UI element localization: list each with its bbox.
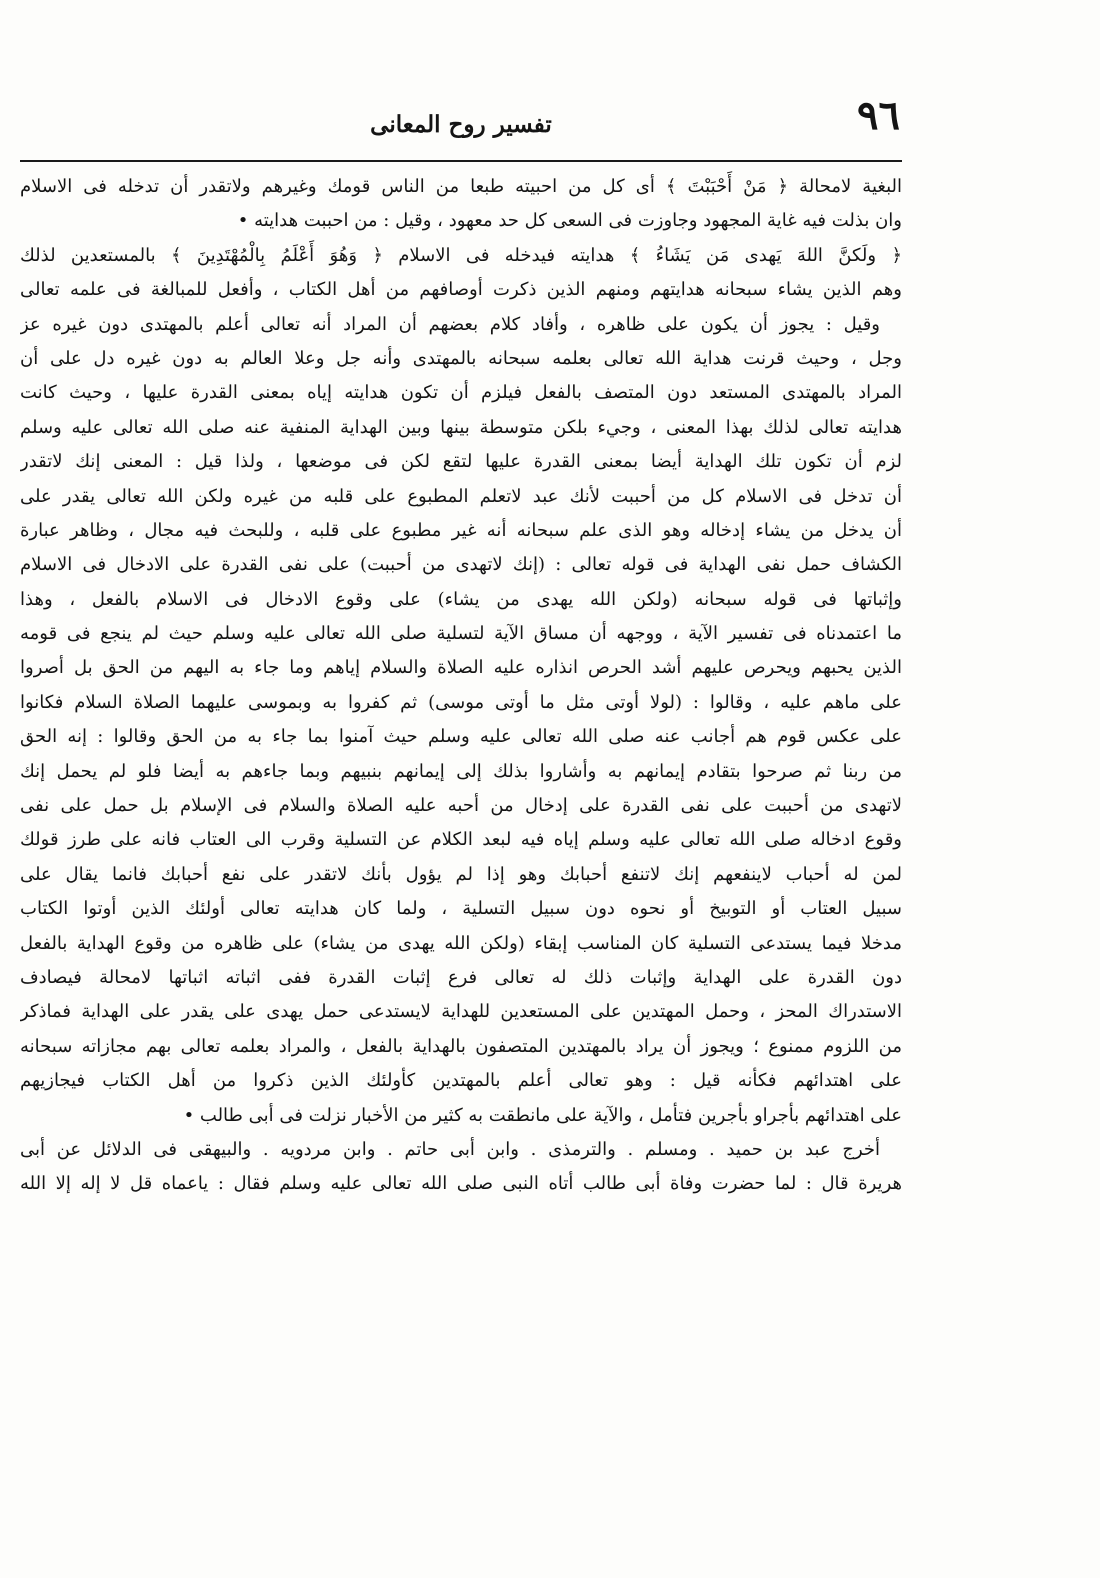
text-line: وان بذلت فيه غاية المجهود وجاوزت فى السعى كل حد معهود ، وقيل : من احببت هدايته • — [237, 210, 902, 232]
page-header — [22, 88, 900, 148]
text-line: وقيل : يجوز أن يكون على ظاهره ، وأفاد كلام بعضهم أن المراد أنه تعالى أعلم بالمهتدى دون غيره عز — [20, 313, 880, 335]
text-line: مدخلا فيما يستدعى التسلية كان المناسب إبقاء (ولكن الله يهدى من يشاء) على ظاهره من وقوع الهداية بالفعل — [20, 932, 902, 954]
text-line: المراد بالمهتدى المستعد دون المتصف بالفعل فيلزم أن تكون هدايته إياه بمعنى القدرة عليها ، وحيث كانت — [20, 382, 902, 404]
header-divider — [20, 160, 902, 162]
text-line: من اللزوم ممنوع ؛ ويجوز أن يراد بالمهتدين المتصفون بالهداية بالفعل ، والمراد بعلمه تعالى بهم مجازاته سبحانه — [20, 1035, 902, 1057]
text-line: وإثباتها فى قوله سبحانه (ولكن الله يهدى من يشاء) على وقوع الادخال فى الاسلام بالفعل ، وهذا — [20, 588, 902, 610]
page-number: ٩٦ — [857, 92, 900, 139]
text-line: ما اعتمدناه فى تفسير الآية ، ووجهه أن مساق الآية لتسلية صلى الله تعالى عليه وسلم حيث لم ينجع فى قومه — [20, 623, 902, 645]
text-line: هدايته تعالى لذلك بهذا المعنى ، وجيء بلكن متوسطة بينها وبين الهداية المنفية عنه صلى الله تعالى عليه وسلم — [20, 416, 902, 438]
text-line: لاتهدى من أحببت على نفى القدرة على إدخال من أحبه عليه الصلاة والسلام فى الإسلام بل حمل على نفى — [20, 795, 902, 817]
text-line: أن يدخل من يشاء إدخاله وهو الذى علم سبحانه أنه غير مطبوع على قلبه ، وللبحث فيه مجال ، وظاهر عبارة — [20, 519, 902, 541]
text-line: أخرج عبد بن حميد . ومسلم . والترمذى . وابن أبى حاتم . وابن مردويه . والبيهقى فى الدلائل عن أبى — [20, 1138, 880, 1160]
text-line: دون القدرة على الهداية وإثبات ذلك له تعالى فرع إثبات القدرة ففى اثباته اثباتها لامحالة فيصادف — [20, 966, 902, 988]
text-line: سبيل العتاب أو التوبيخ أو نحوه دون سبيل التسلية ، ولما كان هدايته تعالى أولئك الذين أوتوا الكتاب — [20, 898, 902, 920]
text-line: من ربنا ثم صرحوا بتقادم إيمانهم به وأشاروا بذلك إلى إيمانهم بنبيهم وبما جاءهم به أيضا فلو لم يحمل إنك — [20, 760, 902, 782]
text-line: وقوع ادخاله صلى الله تعالى عليه وسلم إياه فيه لبعد الكلام عن التسلية وقرب الى العتاب فانه على طرز قولك — [20, 829, 902, 851]
text-line: على اهتدائهم فكأنه قيل : وهو تعالى أعلم بالمهتدين كأولئك الذين ذكروا من أهل الكتاب فيجازيهم — [20, 1070, 902, 1092]
text-line: ﴿ ولَكنَّ اللهَ يَهدى مَن يَشَاءُ ﴾ هدايته فيدخله فى الاسلام ﴿ وَهُوَ أَعْلَمُ بِالْمُهْتَدِينَ ﴾ بالمستعدين لذلك — [20, 244, 902, 266]
text-line: على عكس قوم هم أجانب عنه صلى الله تعالى عليه وسلم حيث آمنوا بما جاء به من الحق وقالوا : إنه الحق — [20, 726, 902, 748]
text-line: الكشاف حمل نفى الهداية فى قوله تعالى : (إنك لاتهدى من أحببت) على نفى القدرة على الادخال فى الاسلام — [20, 554, 902, 576]
text-line: على اهتدائهم بأجراو بأجرين فتأمل ، والآية على مانطقت به كثير من الأخبار نزلت فى أبى طالب • — [183, 1104, 902, 1126]
text-line: أن تدخل فى الاسلام كل من أحببت لأنك عبد لاتعلم المطبوع على قلبه من غيره ولكن الله تعالى يقدر على — [20, 485, 902, 507]
text-line: وجل ، وحيث قرنت هداية الله تعالى بعلمه سبحانه بالمهتدى وأنه جل وعلا العالم به دون غيره دل على أن — [20, 347, 902, 369]
text-line: الاستدراك المحز ، وحمل المهتدين على المستعدين للهداية لايستدعى حمل يهدى على يقدر على الهداية فماذكر — [20, 1001, 902, 1023]
text-line: وهم الذين يشاء سبحانه هدايتهم ومنهم الذين ذكرت أوصافهم من أهل الكتاب ، وأفعل للمبالغة فى علمه تعالى — [20, 279, 902, 301]
text-line: لمن له أحباب لاينفعهم إنك لاتنفع أحبابك وهو إذا لم يؤول بأنك لاتقدر على نفع أحبابك فانما يقال على — [20, 863, 902, 885]
running-title: تفسير روح المعانى — [370, 111, 552, 138]
text-line: الذين يحبهم ويحرص عليهم أشد الحرص انذاره عليه الصلاة والسلام إياهم وما جاء به اليهم من الحق بل أصروا — [20, 657, 902, 679]
text-line: البغية لامحالة ﴿ مَنْ أَحْبَبْتَ ﴾ أى كل من احبيته طبعا من الناس قومك وغيرهم ولاتقدر أن تدخله فى الاسلام — [20, 176, 902, 197]
text-line: لزم أن تكون تلك الهداية أيضا بمعنى القدرة عليها لتقع لكن فى موضعها ، ولذا قيل : المعنى إنك لاتقدر — [20, 451, 902, 473]
text-line: على ماهم عليه ، وقالوا : (لولا أوتى مثل ما أوتى موسى) ثم كفروا به وبموسى عليهما الصلاة السلام فكانوا — [20, 691, 902, 713]
text-line: هريرة قال : لما حضرت وفاة أبى طالب أتاه النبى صلى الله تعالى عليه وسلم فقال : ياعماه قل لا إله إلا الله — [20, 1173, 902, 1195]
body-text — [20, 170, 902, 1202]
